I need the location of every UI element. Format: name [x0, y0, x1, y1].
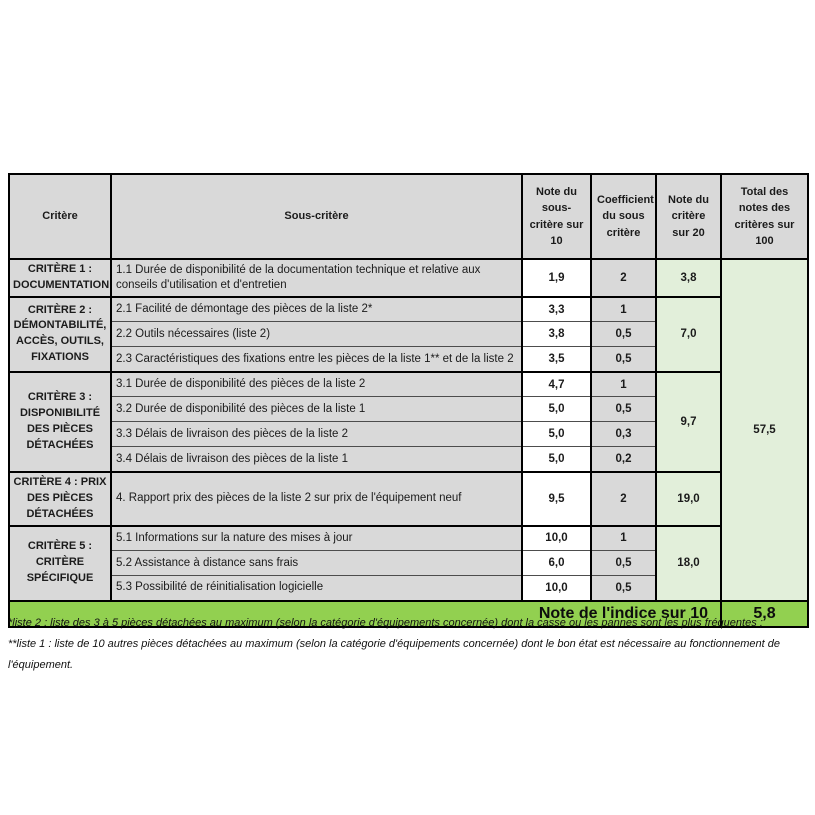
header-coefficient: Coefficient du sous critère: [591, 174, 656, 259]
criterion-5-label: CRITÈRE 5 : CRITÈRE SPÉCIFIQUE: [9, 526, 111, 601]
criterion-4-label: CRITÈRE 4 : PRIX DES PIÈCES DÉTACHÉES: [9, 472, 111, 526]
score10-cell: 10,0: [522, 576, 591, 601]
index-score-value: 5,8: [721, 601, 808, 627]
score10-cell: 3,5: [522, 347, 591, 372]
subcriterion-cell: 3.2 Durée de disponibilité des pièces de la liste 1: [111, 397, 522, 422]
table-row: [9, 297, 808, 322]
coefficient-cell: 0,2: [591, 447, 656, 472]
coefficient-cell: 0,5: [591, 551, 656, 576]
score10-cell: 9,5: [522, 472, 591, 526]
table-row: [9, 472, 808, 526]
table-row: [9, 372, 808, 397]
coefficient-cell: 0,5: [591, 576, 656, 601]
repairability-index-table: [8, 173, 809, 628]
subcriterion-cell: 3.1 Durée de disponibilité des pièces de la liste 2: [111, 372, 522, 397]
score10-cell: 6,0: [522, 551, 591, 576]
criterion-1-label: CRITÈRE 1 : DOCUMENTATION: [9, 259, 111, 297]
score20-cell: 19,0: [656, 472, 721, 526]
score20-cell: 18,0: [656, 526, 721, 601]
criterion-3-label: CRITÈRE 3 : DISPONIBILITÉ DES PIÈCES DÉTACHÉES: [9, 372, 111, 472]
subcriterion-cell: 3.3 Délais de livraison des pièces de la liste 2: [111, 422, 522, 447]
footnotes: [8, 613, 810, 676]
coefficient-cell: 0,5: [591, 397, 656, 422]
subcriterion-cell: 2.2 Outils nécessaires (liste 2): [111, 322, 522, 347]
score20-cell: 3,8: [656, 259, 721, 297]
header-total100: Total des notes des critères sur 100: [721, 174, 808, 259]
coefficient-cell: 1: [591, 297, 656, 322]
score10-cell: 5,0: [522, 447, 591, 472]
coefficient-cell: 2: [591, 472, 656, 526]
score10-cell: 3,3: [522, 297, 591, 322]
header-row: [9, 174, 808, 259]
score10-cell: 5,0: [522, 422, 591, 447]
table-row: [9, 526, 808, 551]
subcriterion-cell: 5.2 Assistance à distance sans frais: [111, 551, 522, 576]
header-score20: Note du critère sur 20: [656, 174, 721, 259]
table-row: [9, 259, 808, 297]
subcriterion-cell: 5.3 Possibilité de réinitialisation logicielle: [111, 576, 522, 601]
footnote-liste-1: **liste 1 : liste de 10 autres pièces détachées au maximum (selon la catégorie d'équipements concernée) dont le bon état est nécessaire au fonctionnement de l'équipement.: [8, 637, 780, 671]
coefficient-cell: 1: [591, 526, 656, 551]
criterion-2-label: CRITÈRE 2 : DÉMONTABILITÉ, ACCÈS, OUTILS, FIXATIONS: [9, 297, 111, 372]
coefficient-cell: 0,5: [591, 347, 656, 372]
score10-cell: 4,7: [522, 372, 591, 397]
score10-cell: 5,0: [522, 397, 591, 422]
header-subcriterion: Sous-critère: [111, 174, 522, 259]
subcriterion-cell: 1.1 Durée de disponibilité de la documentation technique et relative aux conseils d'utilisation et d'entretien: [111, 259, 522, 297]
subcriterion-cell: 2.3 Caractéristiques des fixations entre les pièces de la liste 1** et de la liste 2: [111, 347, 522, 372]
subcriterion-cell: 5.1 Informations sur la nature des mises à jour: [111, 526, 522, 551]
coefficient-cell: 2: [591, 259, 656, 297]
subcriterion-cell: 4. Rapport prix des pièces de la liste 2 sur prix de l'équipement neuf: [111, 472, 522, 526]
subcriterion-cell: 2.1 Facilité de démontage des pièces de la liste 2*: [111, 297, 522, 322]
header-score10: Note du sous-critère sur 10: [522, 174, 591, 259]
score10-cell: 3,8: [522, 322, 591, 347]
index-score-label: Note de l'indice sur 10: [9, 601, 721, 627]
header-criterion: Critère: [9, 174, 111, 259]
total100-cell: 57,5: [721, 259, 808, 601]
coefficient-cell: 0,5: [591, 322, 656, 347]
score20-cell: 7,0: [656, 297, 721, 372]
score20-cell: 9,7: [656, 372, 721, 472]
footnote-liste-2: *liste 2 : liste des 3 à 5 pièces détachées au maximum (selon la catégorie d'équipements concernée) dont la casse ou les pannes sont les plus fréquentes ;: [8, 617, 763, 629]
subcriterion-cell: 3.4 Délais de livraison des pièces de la liste 1: [111, 447, 522, 472]
coefficient-cell: 0,3: [591, 422, 656, 447]
score10-cell: 10,0: [522, 526, 591, 551]
score10-cell: 1,9: [522, 259, 591, 297]
coefficient-cell: 1: [591, 372, 656, 397]
